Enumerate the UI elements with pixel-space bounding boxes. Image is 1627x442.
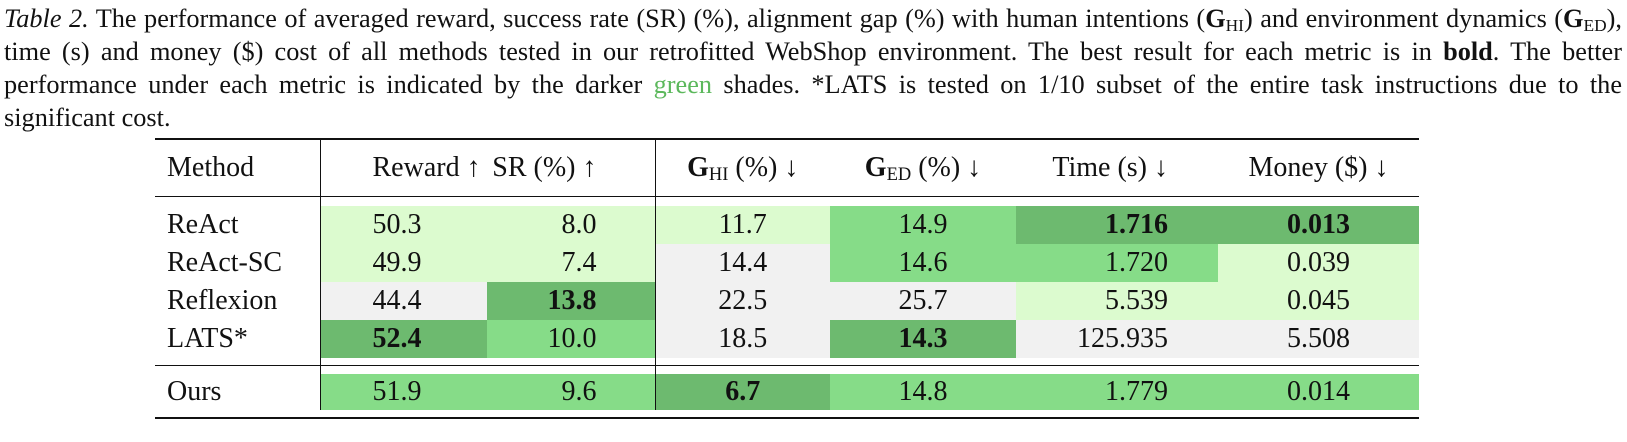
ghi-cell: 22.5	[655, 282, 830, 320]
ged-cell: 14.9	[830, 206, 1016, 244]
method-cell: ReAct	[167, 209, 239, 240]
caption-bold-word: bold	[1443, 37, 1493, 66]
header-money: Money ($) ↓	[1248, 152, 1389, 183]
ghi-cell: 6.7	[655, 374, 830, 410]
table-row	[155, 206, 1419, 244]
method-cell: Ours	[167, 376, 222, 407]
caption-green-word: green	[653, 70, 713, 99]
sr-cell: 9.6	[487, 374, 655, 410]
caption-text-3: ), time (s) and money ($) cost of all methods tested in our retrofitted WebShop environment. The best result for each metric is in	[4, 4, 1622, 66]
caption-text-2: ) and environment dynamics (	[1243, 4, 1564, 33]
ghi-cell: 14.4	[655, 244, 830, 282]
method-cell: LATS*	[167, 323, 248, 354]
money-cell: 0.039	[1218, 244, 1419, 282]
reward-cell: 44.4	[320, 282, 487, 320]
ghi-cell: 18.5	[655, 320, 830, 358]
time-cell: 1.720	[1016, 244, 1218, 282]
header-time: Time (s) ↓	[1052, 152, 1168, 183]
reward-cell: 51.9	[320, 374, 487, 410]
time-cell: 5.539	[1016, 282, 1218, 320]
table-row	[155, 320, 1419, 358]
caption-text-1: The performance of averaged reward, success rate (SR) (%), alignment gap (%) with human intentions (	[95, 4, 1206, 33]
header-reward: Reward ↑	[320, 139, 487, 197]
header-sr: SR (%) ↑	[492, 152, 597, 183]
sr-cell: 13.8	[487, 282, 655, 320]
caption-ged-symbol: $G_{ED}$	[1563, 4, 1607, 35]
time-cell: 1.779	[1016, 374, 1218, 410]
money-cell: 5.508	[1218, 320, 1419, 358]
reward-cell: 52.4	[320, 320, 487, 358]
reward-cell: 50.3	[320, 206, 487, 244]
method-cell: Reflexion	[167, 285, 278, 316]
sr-cell: 7.4	[487, 244, 655, 282]
sr-cell: 8.0	[487, 206, 655, 244]
header-ghi: $G_{HI}$ (%) ↓	[655, 139, 830, 197]
ged-cell: 14.8	[830, 374, 1016, 410]
header-method: Method	[167, 152, 255, 183]
money-cell: 0.045	[1218, 282, 1419, 320]
table-caption	[4, 2, 1622, 134]
table-row	[155, 282, 1419, 320]
caption-ghi-symbol: $G_{HI}$	[1205, 4, 1244, 35]
caption-table-label: Table 2.	[4, 4, 89, 33]
results-table	[155, 138, 1419, 419]
reward-cell: 49.9	[320, 244, 487, 282]
header-row	[155, 139, 1419, 197]
time-cell: 125.935	[1016, 320, 1218, 358]
ged-cell: 25.7	[830, 282, 1016, 320]
ged-cell: 14.6	[830, 244, 1016, 282]
time-cell: 1.716	[1016, 206, 1218, 244]
sr-cell: 10.0	[487, 320, 655, 358]
method-cell: ReAct-SC	[167, 247, 283, 278]
header-ged: $G_{ED}$ (%) ↓	[864, 152, 982, 185]
caption-text-4: . The better performance under each metric is indicated by the darker	[4, 37, 1622, 99]
ghi-cell: 11.7	[655, 206, 830, 244]
caption-text-5: shades. *LATS is tested on 1/10 subset of the entire task instructions due to the significant cost.	[4, 70, 1622, 132]
table-row	[155, 244, 1419, 282]
ged-cell: 14.3	[830, 320, 1016, 358]
money-cell: 0.014	[1218, 374, 1419, 410]
ours-row	[155, 374, 1419, 410]
money-cell: 0.013	[1218, 206, 1419, 244]
